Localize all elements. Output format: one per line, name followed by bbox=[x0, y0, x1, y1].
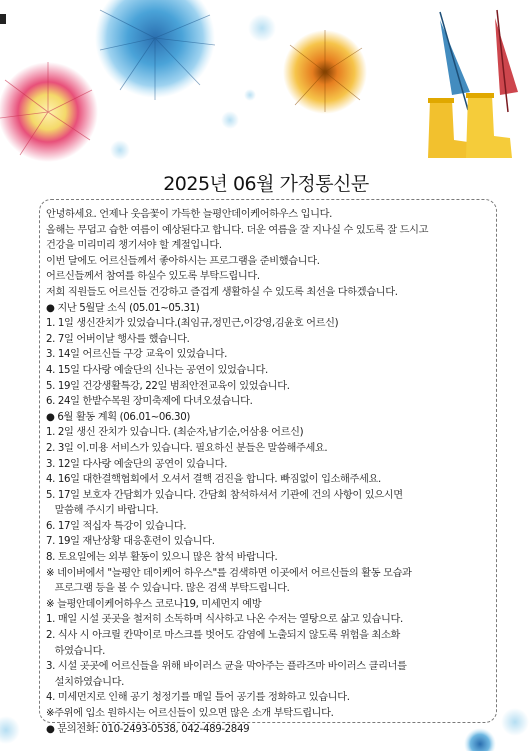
rain-boots-icon bbox=[428, 93, 512, 158]
note-line: ※주위에 입소 원하시는 어르신들이 있으면 많은 소개 부탁드립니다. bbox=[46, 708, 334, 719]
list-item: 2. 3일 이.미용 서비스가 있습니다. 필요하신 분들은 말씀해주세요. bbox=[46, 442, 328, 454]
list-item: 6. 17일 적십자 특강이 있습니다. bbox=[46, 520, 187, 532]
text-line: 저희 직원들도 어르신들 건강하고 즐겁게 생활하실 수 있도록 최선을 다하겠습니다. bbox=[46, 286, 398, 298]
note-line-continued: 프로그램 등을 볼 수 있습니다. 많은 검색 부탁드립니다. bbox=[46, 583, 290, 595]
page-title: 2025년 06월 가정통신문 bbox=[163, 173, 369, 195]
list-item-continued: 설치하였습니다. bbox=[46, 676, 124, 688]
contact-line: ● 문의전화: 010-2493-0538, 042-489-2849 bbox=[46, 723, 250, 735]
list-item: 8. 토요일에는 외부 활동이 있으니 많은 참석 바랍니다. bbox=[46, 552, 278, 564]
watercolor-flower-icon bbox=[95, 0, 215, 100]
list-item: 2. 7일 어버이날 행사를 했습니다. bbox=[46, 333, 190, 345]
list-item: 1. 1일 생신잔치가 있었습니다.(최임규,정민근,이강영,김윤호 어르신) bbox=[46, 318, 339, 330]
list-item: 4. 16일 대한결핵협회에서 오셔서 결핵 검진을 합니다. 빠짐없이 입소해주세요. bbox=[46, 474, 381, 486]
watercolor-flower-icon bbox=[283, 30, 367, 114]
list-item: 5. 19일 건강생활특강, 22일 범죄안전교육이 있었습니다. bbox=[46, 380, 290, 392]
list-item: 7. 19일 재난상황 대응훈련이 있습니다. bbox=[46, 536, 215, 548]
list-item: 3. 12일 다사랑 예술단의 공연이 있습니다. bbox=[46, 458, 227, 470]
list-item: 5. 17일 보호자 간담회가 있습니다. 간담회 참석하셔서 기관에 건의 사항이 있으시면 bbox=[46, 489, 403, 501]
newsletter-body bbox=[46, 207, 492, 737]
list-item: 4. 15일 다사랑 예술단의 신나는 공연이 있었습니다. bbox=[46, 364, 268, 376]
text-line: 이번 달에도 어르신들께서 좋아하시는 프로그램을 준비했습니다. bbox=[46, 255, 320, 267]
list-item: 1. 매일 시설 곳곳을 철저히 소독하며 식사하고 나온 수저는 열탕으로 삶고 있습니다. bbox=[46, 614, 403, 626]
watercolor-flower-icon bbox=[0, 62, 98, 162]
header-illustration bbox=[0, 0, 532, 165]
note-line: ※ 네이버에서 "늘평안 데이케어 하우스"를 검색하면 이곳에서 어르신들의 활동 모습과 bbox=[46, 567, 412, 579]
text-line: 어르신들께서 참여를 하실수 있도록 부탁드립니다. bbox=[46, 271, 260, 283]
list-item: 3. 시설 곳곳에 어르신들을 위해 바이러스 균을 막아주는 플라즈마 바이러스 클리너를 bbox=[46, 661, 407, 673]
list-item-continued: 하였습니다. bbox=[46, 645, 106, 657]
list-item: 2. 식사 시 아크릴 칸막이로 마스크를 벗어도 감염에 노출되지 않도록 위험을 최소화 bbox=[46, 630, 400, 642]
list-item: 4. 미세먼지로 인해 공기 청정기를 매일 틀어 공기를 정화하고 있습니다. bbox=[46, 692, 350, 704]
text-line: 올해는 무덥고 습한 여름이 예상된다고 합니다. 더운 여름을 잘 지나실 수 있도록 잘 드시고 bbox=[46, 224, 429, 236]
list-item: 6. 24일 한밭수목원 장미축제에 다녀오셨습니다. bbox=[46, 396, 253, 408]
section-heading: ● 6월 활동 계획 (06.01~06.30) bbox=[46, 411, 190, 423]
list-item: 3. 14일 어르신들 구강 교육이 있었습니다. bbox=[46, 349, 227, 361]
list-item: 1. 2일 생신 잔치가 있습니다. (최순자,남기순,어삼용 어르신) bbox=[46, 427, 304, 439]
text-line: 건강을 미리미리 챙기셔야 할 계절입니다. bbox=[46, 240, 222, 252]
list-item-continued: 말씀해 주시기 바랍니다. bbox=[46, 505, 159, 517]
text-line: 안녕하세요. 언제나 웃음꽃이 가득한 늘평안데이케어하우스 입니다. bbox=[46, 209, 332, 220]
section-heading: ● 지난 5월달 소식 (05.01~05.31) bbox=[46, 302, 200, 314]
section-heading: ※ 늘평안데이케어하우스 코로나19, 미세먼지 예방 bbox=[46, 598, 262, 610]
